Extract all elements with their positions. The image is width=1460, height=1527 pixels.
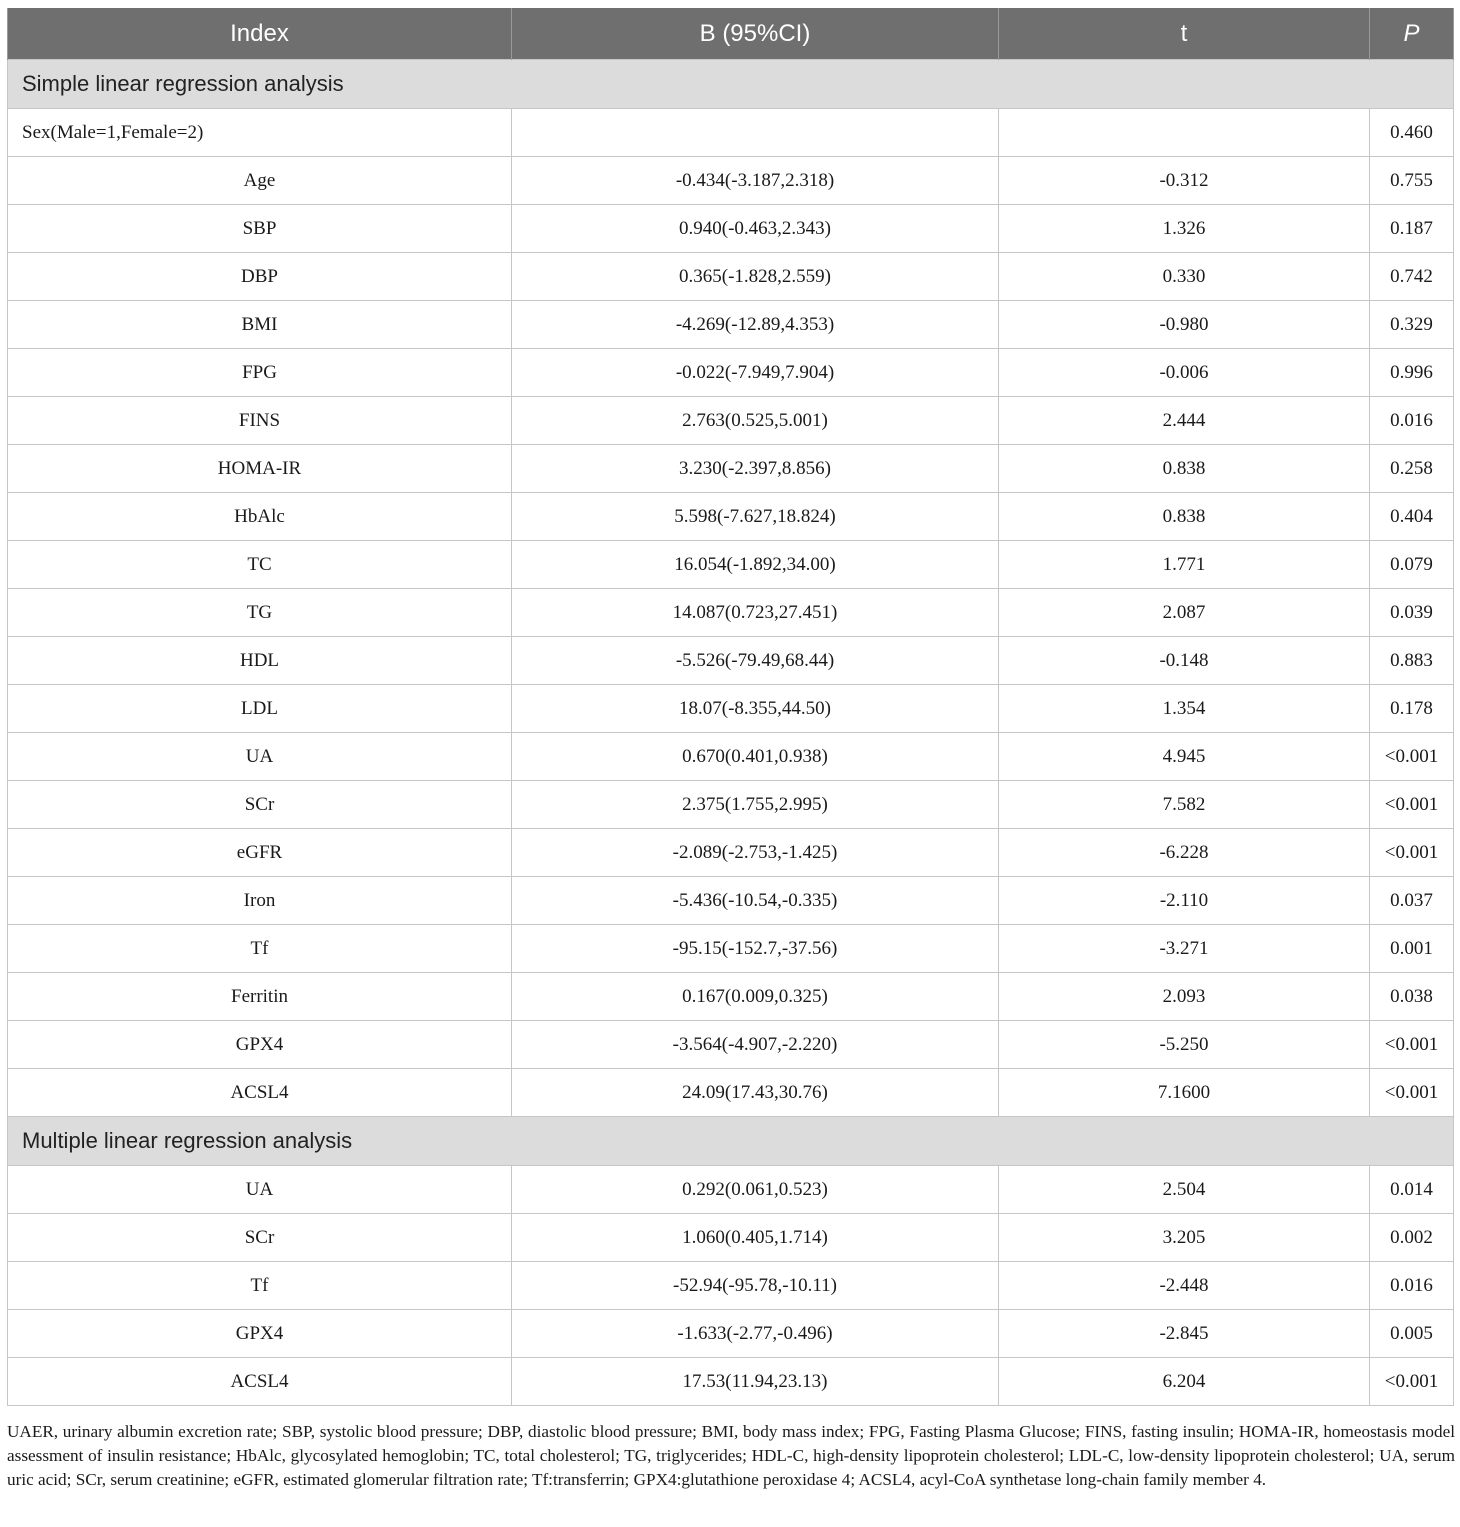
cell-p: 0.460 <box>1370 109 1454 157</box>
cell-p: 0.014 <box>1370 1166 1454 1214</box>
cell-p: 0.996 <box>1370 349 1454 397</box>
cell-p: <0.001 <box>1370 733 1454 781</box>
cell-b-ci: 0.292(0.061,0.523) <box>512 1166 999 1214</box>
cell-index: eGFR <box>8 829 512 877</box>
table-row <box>8 493 1454 541</box>
cell-t: -0.006 <box>999 349 1370 397</box>
cell-b-ci: -3.564(-4.907,-2.220) <box>512 1021 999 1069</box>
cell-b-ci: 24.09(17.43,30.76) <box>512 1069 999 1117</box>
table-row <box>8 925 1454 973</box>
header-index: Index <box>8 8 512 60</box>
table-footnote: UAER, urinary albumin excretion rate; SBP, systolic blood pressure; DBP, diastolic blood pressure; BMI, body mass index; FPG, Fasting Plasma Glucose; FINS, fasting insulin; HOMA-IR, homeostasis model assessment of insulin resistance; HbAlc, glycosylated hemoglobin; TC, total cholesterol; TG, triglycerides; HDL-C, high-density lipoprotein cholesterol; LDL-C, low-density lipoprotein cholesterol; UA, serum uric acid; SCr, serum creatinine; eGFR, estimated glomerular filtration rate; Tf:transferrin; GPX4:glutathione peroxidase 4; ACSL4, acyl-CoA synthetase long-chain family member 4. <box>7 1422 1455 1489</box>
cell-t: -0.148 <box>999 637 1370 685</box>
cell-index: UA <box>8 1166 512 1214</box>
section-header-row <box>8 1117 1454 1166</box>
table-body <box>8 60 1454 1406</box>
section-header-row <box>8 60 1454 109</box>
cell-t: 4.945 <box>999 733 1370 781</box>
table-row <box>8 685 1454 733</box>
cell-b-ci: -4.269(-12.89,4.353) <box>512 301 999 349</box>
cell-p: 0.039 <box>1370 589 1454 637</box>
cell-p: 0.038 <box>1370 973 1454 1021</box>
cell-index: Age <box>8 157 512 205</box>
table-row <box>8 1021 1454 1069</box>
cell-b-ci: -2.089(-2.753,-1.425) <box>512 829 999 877</box>
table-row <box>8 877 1454 925</box>
table-header-row <box>8 8 1454 60</box>
cell-b-ci: 3.230(-2.397,8.856) <box>512 445 999 493</box>
table-row <box>8 589 1454 637</box>
table-row <box>8 253 1454 301</box>
cell-p: 0.001 <box>1370 925 1454 973</box>
header-b-ci: B (95%CI) <box>512 8 999 60</box>
cell-index: HOMA-IR <box>8 445 512 493</box>
table-row <box>8 733 1454 781</box>
header-t: t <box>999 8 1370 60</box>
cell-t: 1.326 <box>999 205 1370 253</box>
cell-index: LDL <box>8 685 512 733</box>
cell-t: -5.250 <box>999 1021 1370 1069</box>
cell-t: 7.582 <box>999 781 1370 829</box>
table-row <box>8 541 1454 589</box>
table-row <box>8 1214 1454 1262</box>
table-row <box>8 829 1454 877</box>
cell-index: ACSL4 <box>8 1358 512 1406</box>
regression-table <box>7 8 1454 1406</box>
cell-b-ci: 14.087(0.723,27.451) <box>512 589 999 637</box>
cell-b-ci: -95.15(-152.7,-37.56) <box>512 925 999 973</box>
header-p: P <box>1370 8 1454 60</box>
table-row <box>8 397 1454 445</box>
cell-p: 0.755 <box>1370 157 1454 205</box>
cell-b-ci: 17.53(11.94,23.13) <box>512 1358 999 1406</box>
cell-index: GPX4 <box>8 1021 512 1069</box>
cell-index: BMI <box>8 301 512 349</box>
cell-b-ci: -1.633(-2.77,-0.496) <box>512 1310 999 1358</box>
cell-b-ci: -5.526(-79.49,68.44) <box>512 637 999 685</box>
cell-b-ci: 0.670(0.401,0.938) <box>512 733 999 781</box>
cell-b-ci: 0.167(0.009,0.325) <box>512 973 999 1021</box>
table-row <box>8 1262 1454 1310</box>
cell-p: 0.037 <box>1370 877 1454 925</box>
cell-p: 0.329 <box>1370 301 1454 349</box>
cell-p: 0.883 <box>1370 637 1454 685</box>
cell-index: Ferritin <box>8 973 512 1021</box>
cell-t: 7.1600 <box>999 1069 1370 1117</box>
cell-index: TC <box>8 541 512 589</box>
cell-t: -2.845 <box>999 1310 1370 1358</box>
cell-index: SBP <box>8 205 512 253</box>
cell-index: ACSL4 <box>8 1069 512 1117</box>
cell-index: Sex(Male=1,Female=2) <box>8 109 512 157</box>
cell-index: Tf <box>8 1262 512 1310</box>
cell-t: 2.444 <box>999 397 1370 445</box>
cell-index: FPG <box>8 349 512 397</box>
cell-b-ci: 16.054(-1.892,34.00) <box>512 541 999 589</box>
table-row <box>8 349 1454 397</box>
cell-index: DBP <box>8 253 512 301</box>
cell-b-ci: -0.434(-3.187,2.318) <box>512 157 999 205</box>
cell-b-ci: -0.022(-7.949,7.904) <box>512 349 999 397</box>
cell-p: <0.001 <box>1370 1021 1454 1069</box>
cell-index: UA <box>8 733 512 781</box>
cell-p: <0.001 <box>1370 781 1454 829</box>
cell-b-ci: 0.940(-0.463,2.343) <box>512 205 999 253</box>
cell-b-ci: 2.375(1.755,2.995) <box>512 781 999 829</box>
cell-t: 1.771 <box>999 541 1370 589</box>
cell-t: -0.980 <box>999 301 1370 349</box>
table-row <box>8 205 1454 253</box>
cell-b-ci: 5.598(-7.627,18.824) <box>512 493 999 541</box>
cell-t: 0.330 <box>999 253 1370 301</box>
cell-p: 0.404 <box>1370 493 1454 541</box>
cell-index: HDL <box>8 637 512 685</box>
cell-t: 1.354 <box>999 685 1370 733</box>
table-row <box>8 1166 1454 1214</box>
table-row <box>8 1358 1454 1406</box>
cell-t: 2.504 <box>999 1166 1370 1214</box>
cell-p: 0.079 <box>1370 541 1454 589</box>
cell-t: -0.312 <box>999 157 1370 205</box>
cell-t: -2.448 <box>999 1262 1370 1310</box>
cell-t: 0.838 <box>999 445 1370 493</box>
table-row <box>8 157 1454 205</box>
table-row <box>8 1069 1454 1117</box>
cell-b-ci: -52.94(-95.78,-10.11) <box>512 1262 999 1310</box>
cell-p: <0.001 <box>1370 829 1454 877</box>
cell-t: 6.204 <box>999 1358 1370 1406</box>
table-row <box>8 301 1454 349</box>
cell-t: 2.087 <box>999 589 1370 637</box>
cell-p: <0.001 <box>1370 1069 1454 1117</box>
cell-b-ci: 0.365(-1.828,2.559) <box>512 253 999 301</box>
cell-p: 0.178 <box>1370 685 1454 733</box>
regression-table-container <box>7 8 1453 1406</box>
table-row <box>8 973 1454 1021</box>
cell-t: -6.228 <box>999 829 1370 877</box>
cell-b-ci: -5.436(-10.54,-0.335) <box>512 877 999 925</box>
table-row <box>8 637 1454 685</box>
cell-index: FINS <box>8 397 512 445</box>
cell-p: 0.742 <box>1370 253 1454 301</box>
cell-index: SCr <box>8 781 512 829</box>
cell-t <box>999 109 1370 157</box>
table-row <box>8 445 1454 493</box>
cell-p: 0.016 <box>1370 1262 1454 1310</box>
cell-t: 0.838 <box>999 493 1370 541</box>
cell-index: SCr <box>8 1214 512 1262</box>
cell-p: 0.005 <box>1370 1310 1454 1358</box>
section-title: Simple linear regression analysis <box>8 60 1454 109</box>
table-row <box>8 109 1454 157</box>
cell-b-ci: 2.763(0.525,5.001) <box>512 397 999 445</box>
table-row <box>8 781 1454 829</box>
cell-t: 2.093 <box>999 973 1370 1021</box>
cell-index: Iron <box>8 877 512 925</box>
cell-p: 0.258 <box>1370 445 1454 493</box>
table-row <box>8 1310 1454 1358</box>
cell-t: -3.271 <box>999 925 1370 973</box>
cell-p: 0.187 <box>1370 205 1454 253</box>
cell-p: <0.001 <box>1370 1358 1454 1406</box>
cell-t: -2.110 <box>999 877 1370 925</box>
cell-b-ci <box>512 109 999 157</box>
cell-index: HbAlc <box>8 493 512 541</box>
cell-index: Tf <box>8 925 512 973</box>
section-title: Multiple linear regression analysis <box>8 1117 1454 1166</box>
cell-index: TG <box>8 589 512 637</box>
cell-p: 0.016 <box>1370 397 1454 445</box>
cell-b-ci: 1.060(0.405,1.714) <box>512 1214 999 1262</box>
cell-b-ci: 18.07(-8.355,44.50) <box>512 685 999 733</box>
cell-p: 0.002 <box>1370 1214 1454 1262</box>
cell-index: GPX4 <box>8 1310 512 1358</box>
cell-t: 3.205 <box>999 1214 1370 1262</box>
